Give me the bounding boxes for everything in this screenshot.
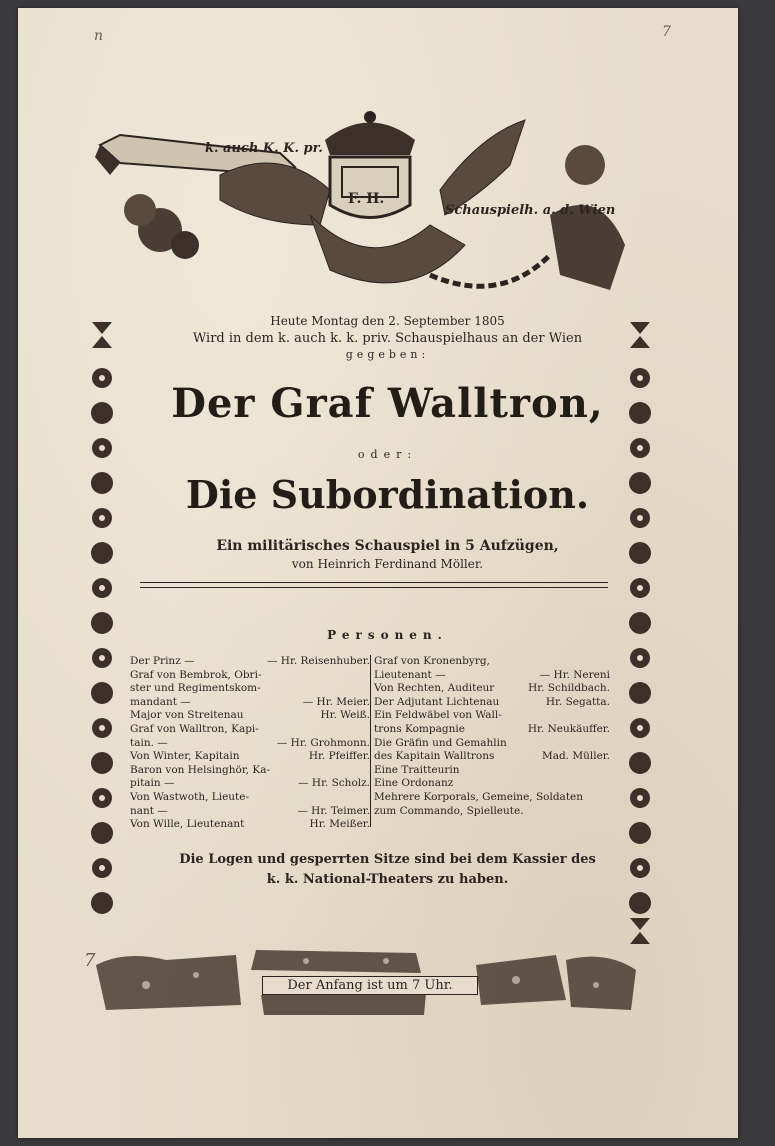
date-line: Heute Montag den 2. September 1805 — [270, 314, 505, 328]
venue-line: Wird in dem k. auch k. k. priv. Schauspielhaus an der Wien — [192, 331, 583, 346]
cast-row: Der Adjutant Lichtenau Hr. Segatta. — [374, 695, 610, 708]
cast-row: nant — — Hr. Teimer. — [130, 804, 370, 817]
divider-rule-2 — [140, 587, 608, 588]
cast-right-column — [374, 655, 610, 818]
box-office-note-line2: k. k. National-Theaters zu haben. — [266, 872, 509, 887]
cast-row: Graf von Walltron, Kapi- — [130, 722, 259, 735]
cast-row: Eine Traitteurin — [374, 763, 460, 776]
start-time-box: Der Anfang ist um 7 Uhr. — [262, 976, 478, 995]
cast-row: Ein Feldwäbel von Wall- — [374, 709, 502, 722]
corner-mark-top-left: n — [94, 28, 104, 44]
corner-mark-bottom-left: 7 — [84, 950, 96, 971]
cast-row: Lieutenant — — Hr. Nereni — [374, 668, 610, 681]
cast-row: Von Wastwoth, Lieute- — [130, 790, 250, 803]
divider-rule-1 — [140, 582, 608, 583]
cast-row: Major von Streitenau Hr. Weiß. — [130, 709, 370, 722]
cast-row: Graf von Kronenbyrg, — [374, 655, 490, 667]
cast-row: Von Rechten, Auditeur Hr. Schildbach. — [374, 682, 610, 695]
cast-left-column — [130, 655, 370, 832]
cast-row: zum Commando, Spielleute. — [374, 804, 524, 817]
play-title: Der Graf Walltron, — [171, 380, 604, 427]
banner-right-text: Schauspielh. a. d. Wien — [445, 203, 616, 218]
cast-row: des Kapitain Walltrons Mad. Müller. — [374, 750, 610, 763]
cast-row: Der Prinz — — Hr. Reisenhuber. — [130, 655, 370, 667]
shield-text: F. II. — [348, 191, 385, 207]
genre-line: Ein militärisches Schauspiel in 5 Aufzügen, — [216, 538, 559, 554]
box-office-note-line1: Die Logen und gesperrten Sitze sind bei dem Kassier des — [179, 852, 596, 867]
cast-row: Von Winter, Kapitain Hr. Pfeiffer. — [130, 750, 370, 763]
cast-row: Graf von Bembrok, Obri- — [130, 668, 262, 681]
cast-row: mandant — — Hr. Meier. — [130, 695, 370, 708]
corner-mark-top-right: 7 — [662, 24, 671, 40]
oder-line: oder: — [357, 448, 418, 461]
cast-row: Eine Ordonanz — [374, 777, 454, 790]
cast-row: tain. — — Hr. Grohmonn. — [130, 736, 370, 749]
cast-row: Die Gräfin und Gemahlin — [374, 736, 507, 749]
cast-row: pitain — — Hr. Scholz. — [130, 777, 370, 790]
banner-left-text: k. auch K. K. pr. — [205, 141, 323, 156]
cast-row: trons Kompagnie Hr. Neukäuffer. — [374, 722, 610, 735]
play-subtitle: Die Subordination. — [185, 472, 590, 517]
cast-row: ster und Regimentskom- — [130, 682, 261, 695]
imperial-eagle-emblem — [80, 105, 640, 310]
cast-divider — [370, 655, 371, 827]
cast-row: Baron von Helsinghör, Ka- — [130, 763, 271, 776]
cast-row: Mehrere Korporals, Gemeine, Soldaten — [374, 790, 584, 803]
author-line: von Heinrich Ferdinand Möller. — [291, 557, 484, 571]
given-line: gegeben: — [345, 348, 430, 361]
persons-heading: Personen. — [327, 628, 448, 642]
cast-row: Von Wille, Lieutenant Hr. Meißer. — [130, 818, 370, 831]
